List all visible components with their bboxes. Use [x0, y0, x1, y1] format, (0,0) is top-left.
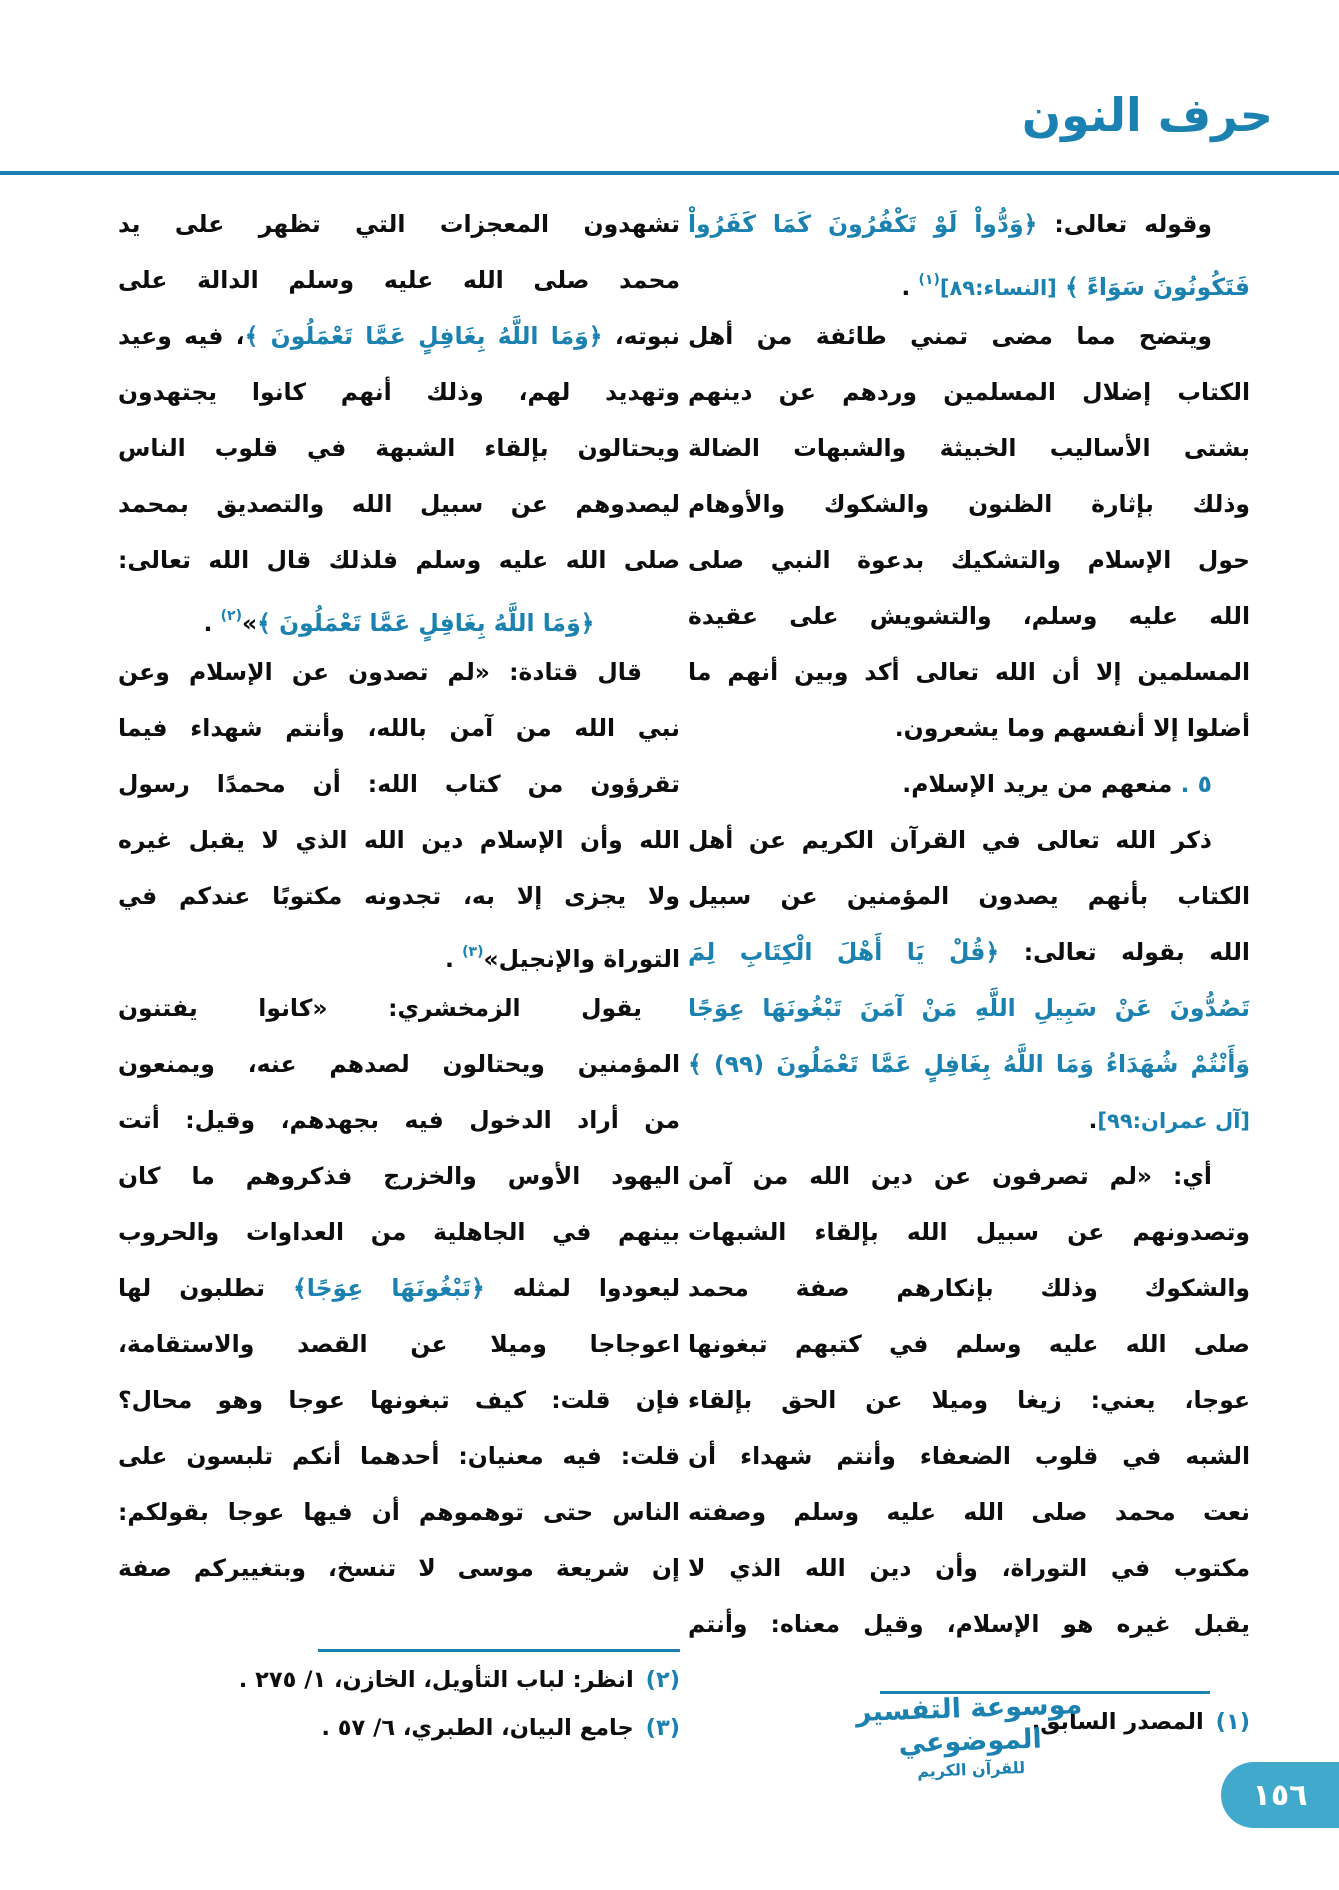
- text-line: [118, 1316, 680, 1372]
- footnote: [118, 1656, 680, 1704]
- text-line: [688, 364, 1250, 420]
- body-text: المؤمنين ويحتالون لصدهم عنه، ويمنعون: [118, 1050, 680, 1078]
- body-text: بينهم في الجاهلية من العداوات والحروب: [118, 1218, 680, 1246]
- text-line: [688, 1092, 1250, 1148]
- body-text: ويحتالون بإلقاء الشبهة في قلوب الناس: [118, 434, 680, 462]
- body-text: ليصدوهم عن سبيل الله والتصديق بمحمد: [118, 490, 680, 518]
- text-line: [118, 1204, 680, 1260]
- text-line: [118, 924, 680, 980]
- footnote-text: جامع البيان، الطبري، ٦/ ٥٧ .: [321, 1715, 634, 1741]
- body-text: تشهدون المعجزات التي تظهر على يد: [118, 210, 680, 238]
- text-line: [118, 588, 680, 644]
- text-line: [118, 812, 680, 868]
- quran-verse-text: وَأَنْتُمْ شُهَدَاءُ وَمَا اللَّهُ بِغَافِلٍ عَمَّا تَعْمَلُونَ (٩٩) ﴾: [688, 1050, 1250, 1078]
- text-line: [688, 308, 1250, 364]
- text-line: [688, 812, 1250, 868]
- body-text: وتهديد لهم، وذلك أنهم كانوا يجتهدون: [118, 378, 680, 406]
- body-text: ويتضح مما مضى تمني طائفة من أهل: [688, 322, 1212, 350]
- footnote-text: انظر: لباب التأويل، الخازن، ١/ ٢٧٥ .: [238, 1667, 634, 1693]
- text-line: [688, 1316, 1250, 1372]
- body-text: اعوجاجا وميلا عن القصد والاستقامة،: [118, 1330, 680, 1358]
- quran-verse-text: ﴿تَبْغُونَهَا عِوَجًا﴾: [293, 1274, 485, 1302]
- text-line: [688, 588, 1250, 644]
- header-rule: [0, 171, 1339, 175]
- text-line: [118, 1372, 680, 1428]
- text-line: [688, 196, 1250, 252]
- column-right: [688, 196, 1250, 1652]
- body-text: بشتى الأساليب الخبيثة والشبهات الضالة: [688, 434, 1250, 462]
- footnote-number: (٢): [645, 1667, 680, 1693]
- body-text: صلى الله عليه وسلم في كتبهم تبغونها: [688, 1330, 1250, 1358]
- publisher-logo: [844, 1688, 1097, 1787]
- body-text: التوراة والإنجيل»: [483, 945, 680, 973]
- text-line: [118, 532, 680, 588]
- body-text: .: [445, 945, 463, 973]
- body-text: محمد صلى الله عليه وسلم الدالة على: [118, 266, 680, 294]
- body-text: نبي الله من آمن بالله، وأنتم شهداء فيما: [118, 714, 680, 742]
- page-number-badge: [1221, 1762, 1339, 1828]
- text-line: [688, 1204, 1250, 1260]
- body-text: من أراد الدخول فيه بجهدهم، وقيل: أتت: [118, 1106, 680, 1134]
- body-text: ولا يجزى إلا به، تجدونه مكتوبًا عندكم في: [118, 882, 680, 910]
- text-line: [688, 1148, 1250, 1204]
- text-line: [118, 1092, 680, 1148]
- footnote-number: (١): [1215, 1709, 1250, 1735]
- page-number: ١٥٦: [1252, 1777, 1308, 1813]
- verse-reference: [النساء:٨٩]: [939, 276, 1057, 300]
- body-text: مكتوب في التوراة، وأن دين الله الذي لا: [688, 1554, 1250, 1582]
- text-line: [118, 644, 680, 700]
- text-line: [118, 756, 680, 812]
- body-text: قال قتادة: «لم تصدون عن الإسلام وعن: [118, 658, 642, 686]
- column-left: [118, 196, 680, 1596]
- text-line: [688, 476, 1250, 532]
- text-line: [118, 364, 680, 420]
- verse-reference: [آل عمران:٩٩]: [1097, 1109, 1250, 1133]
- footnote-divider-left: [318, 1649, 680, 1652]
- text-line: [118, 420, 680, 476]
- body-text: يقول الزمخشري: «كانوا يفتنون: [118, 994, 642, 1022]
- text-line: [688, 532, 1250, 588]
- body-text: الكتاب إضلال المسلمين وردهم عن دينهم: [688, 378, 1250, 406]
- body-text: اليهود الأوس والخزرج فذكروهم ما كان: [118, 1162, 680, 1190]
- body-text: نعت محمد صلى الله عليه وسلم وصفته: [688, 1498, 1250, 1526]
- footnote: [118, 1704, 680, 1752]
- text-line: [118, 1036, 680, 1092]
- body-text: تطلبون لها: [118, 1274, 293, 1302]
- body-text: قلت: فيه معنيان: أحدهما أنكم تلبسون على: [118, 1442, 680, 1470]
- body-text: وتصدونهم عن سبيل الله بإلقاء الشبهات: [688, 1218, 1250, 1246]
- text-line: [688, 1484, 1250, 1540]
- body-text: »: [241, 609, 258, 637]
- body-text: حول الإسلام والتشكيك بدعوة النبي صلى: [688, 546, 1250, 574]
- footnotes-left: [118, 1656, 680, 1752]
- body-text: والشكوك وذلك بإنكارهم صفة محمد: [688, 1274, 1250, 1302]
- text-line: [118, 868, 680, 924]
- text-line: [118, 308, 680, 364]
- body-text: يقبل غيره هو الإسلام، وقيل معناه: وأنتم: [688, 1610, 1250, 1638]
- text-line: [118, 196, 680, 252]
- body-text: ليعودوا لمثله: [484, 1274, 681, 1302]
- text-line: [688, 700, 1250, 756]
- body-text: أي: «لم تصرفون عن دين الله من آمن: [688, 1162, 1212, 1190]
- body-text: المسلمين إلا أن الله تعالى أكد وبين أنهم ما: [688, 658, 1250, 686]
- text-line: [688, 868, 1250, 924]
- body-text: أضلوا إلا أنفسهم وما يشعرون.: [894, 714, 1250, 742]
- body-text: تقرؤون من كتاب الله: أن محمدًا رسول: [118, 770, 680, 798]
- text-line: [688, 756, 1250, 812]
- footnote-marker: (١): [918, 272, 940, 288]
- quran-verse-text: ﴿وَمَا اللَّهُ بِغَافِلٍ عَمَّا تَعْمَلُونَ ﴾: [257, 609, 595, 637]
- text-line: [118, 476, 680, 532]
- text-line: [688, 1036, 1250, 1092]
- chapter-header: حرف النون: [1021, 88, 1273, 142]
- body-text: .: [1088, 1106, 1098, 1134]
- footnote-marker: (٢): [220, 608, 242, 624]
- quran-verse-text: ﴿وَدُّواْ لَوْ تَكْفُرُونَ كَمَا كَفَرُواْ: [688, 210, 1038, 238]
- body-text: ذكر الله تعالى في القرآن الكريم عن أهل: [688, 826, 1212, 854]
- text-line: [118, 1148, 680, 1204]
- text-line: [688, 420, 1250, 476]
- text-line: [688, 1260, 1250, 1316]
- body-text: صلى الله عليه وسلم فلذلك قال الله تعالى:: [118, 546, 680, 574]
- body-text: .: [901, 273, 919, 301]
- section-number: ٥ .: [1172, 770, 1212, 798]
- quran-verse-text: فَتَكُونُونَ سَوَاءً ﴾: [1056, 273, 1250, 301]
- text-line: [688, 644, 1250, 700]
- quran-verse-text: ﴿وَمَا اللَّهُ بِغَافِلٍ عَمَّا تَعْمَلُونَ ﴾: [244, 322, 603, 350]
- publisher-logo-title: موسوعة التفسير الموضوعي: [855, 1689, 1083, 1760]
- body-text: الشبه في قلوب الضعفاء وأنتم شهداء أن: [688, 1442, 1250, 1470]
- quran-verse-text: ﴿قُلْ يَا أَهْلَ الْكِتَابِ لِمَ: [688, 938, 1000, 966]
- text-line: [118, 1428, 680, 1484]
- text-line: [688, 1428, 1250, 1484]
- text-line: [688, 252, 1250, 308]
- body-text: وقوله تعالى:: [1037, 210, 1212, 238]
- text-line: [118, 700, 680, 756]
- text-line: [688, 1540, 1250, 1596]
- text-line: [688, 924, 1250, 980]
- body-text: الكتاب بأنهم يصدون المؤمنين عن سبيل: [688, 882, 1250, 910]
- publisher-logo-subtitle: للقرآن الكريم: [916, 1758, 1026, 1781]
- text-line: [688, 1596, 1250, 1652]
- footnote-text: المصدر السابق.: [1031, 1709, 1204, 1735]
- text-line: [118, 252, 680, 308]
- body-text: ، فيه وعيد: [118, 322, 245, 350]
- body-text: الله بقوله تعالى:: [999, 938, 1250, 966]
- body-text: وذلك بإثارة الظنون والشكوك والأوهام: [688, 490, 1250, 518]
- body-text: الله وأن الإسلام دين الله الذي لا يقبل غيره: [118, 826, 680, 854]
- footnote-marker: (٣): [462, 944, 484, 960]
- text-line: [688, 980, 1250, 1036]
- text-line: [118, 980, 680, 1036]
- body-text: الله عليه وسلم، والتشويش على عقيدة: [688, 602, 1250, 630]
- body-text: .: [203, 609, 221, 637]
- text-line: [118, 1484, 680, 1540]
- body-text: منعهم من يريد الإسلام.: [902, 770, 1173, 798]
- quran-verse-text: تَصُدُّونَ عَنْ سَبِيلِ اللَّهِ مَنْ آمَنَ تَبْغُونَهَا عِوَجًا: [688, 994, 1250, 1022]
- body-text: فإن قلت: كيف تبغونها عوجا وهو محال؟: [118, 1386, 680, 1414]
- text-line: [688, 1372, 1250, 1428]
- text-line: [118, 1540, 680, 1596]
- body-text: نبوته،: [602, 322, 680, 350]
- body-text: إن شريعة موسى لا تنسخ، وبتغييركم صفة: [118, 1554, 680, 1582]
- text-line: [118, 1260, 680, 1316]
- body-text: عوجا، يعني: زيغا وميلا عن الحق بإلقاء: [688, 1386, 1250, 1414]
- body-text: الناس حتى توهموهم أن فيها عوجا بقولكم:: [118, 1498, 680, 1526]
- footnote-number: (٣): [645, 1715, 680, 1741]
